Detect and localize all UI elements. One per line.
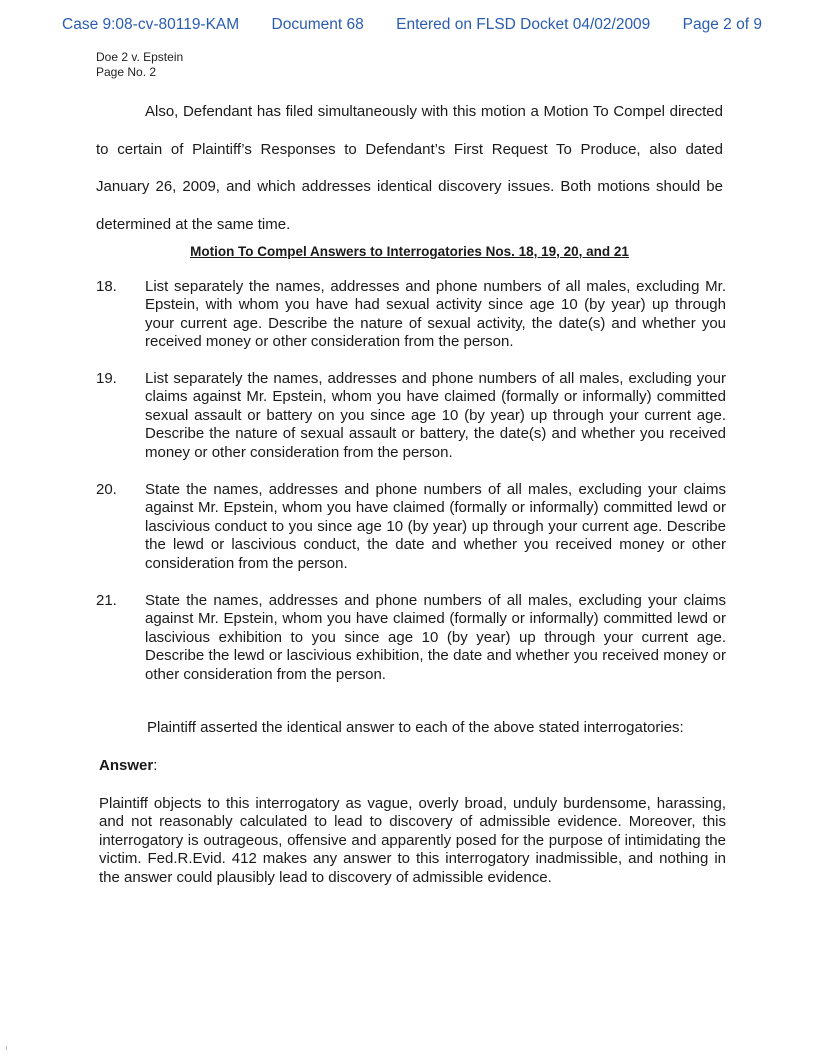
- page-count: Page 2 of 9: [682, 16, 762, 33]
- caption-page: Page No. 2: [96, 65, 157, 79]
- interrogatory-20: [96, 481, 726, 573]
- case-number: Case 9:08-cv-80119-KAM: [62, 16, 240, 33]
- intro-paragraph: [96, 93, 723, 243]
- answer-text: Plaintiff objects to this interrogatory as vague, overly broad, unduly burdensome, harassing, and not reasonably calculated to lead to discovery of admissible evidence. Moreover, this interrogatory is outrageous, offensive and apparently posed for the purpose of intimidating the victim. Fed.R.Evid. 412 makes any answer to this interrogatory inadmissible, and nothing in the answer could plausibly lead to discovery of admissible evidence.: [99, 795, 726, 886]
- case-caption: [96, 50, 183, 80]
- interrogatory-21: [96, 592, 726, 684]
- docket-entry-date: Entered on FLSD Docket 04/02/2009: [396, 16, 651, 33]
- interrogatory-18: [96, 278, 726, 352]
- interrogatory-number: 21.: [96, 592, 117, 609]
- intro-text: Also, Defendant has filed simultaneously with this motion a Motion To Compel directed to certain of Plaintiff’s Responses to Defendant’s First Request To Produce, also dated January 26, 2009, and which addresses identical discovery issues. Both motions should be determined at the same time.: [96, 103, 723, 233]
- interrogatory-19: [96, 370, 726, 462]
- interrogatory-number: 18.: [96, 278, 117, 295]
- interrogatory-text: List separately the names, addresses and phone numbers of all males, excluding Mr. Epstein, with whom you have had sexual activity since age 10 (by year) up through your current age. Describe the nature of sexual activity, the date(s) and whether you received money or other consideration from the person.: [145, 278, 726, 351]
- answer-heading: [99, 757, 157, 774]
- section-heading: Motion To Compel Answers to Interrogatories Nos. 18, 19, 20, and 21: [190, 244, 629, 259]
- interrogatory-text: List separately the names, addresses and phone numbers of all males, excluding your claims against Mr. Epstein, whom you have claimed (formally or informally) committed sexual assault or battery on you since age 10 (by year) up through your current age. Describe the nature of sexual assault or battery, the date(s) and whether you received money or other consideration from the person.: [145, 370, 726, 461]
- answer-colon: :: [153, 757, 158, 774]
- interrogatory-text: State the names, addresses and phone numbers of all males, excluding your claims against Mr. Epstein, whom you have claimed (formally or informally) committed lewd or lascivious exhibition to you since age 10 (by year) up through your current age. Describe the lewd or lascivious exhibition, the date and whether you received money or other consideration from the person.: [145, 592, 726, 683]
- interrogatory-number: 19.: [96, 370, 117, 387]
- document-number: Document 68: [271, 16, 364, 33]
- asserted-statement: Plaintiff asserted the identical answer to each of the above stated interrogatories:: [147, 719, 684, 736]
- scan-mark: [6, 1046, 7, 1050]
- answer-label: Answer: [99, 757, 154, 774]
- interrogatory-number: 20.: [96, 481, 117, 498]
- interrogatory-text: State the names, addresses and phone numbers of all males, excluding your claims against Mr. Epstein, whom you have claimed (formally or informally) committed lewd or lascivious conduct to you since age 10 (by year) up through your current age. Describe the lewd or lascivious conduct, the date and whether you received money or other consideration from the person.: [145, 481, 726, 572]
- caption-title: Doe 2 v. Epstein: [96, 50, 184, 64]
- docket-header: [62, 16, 762, 34]
